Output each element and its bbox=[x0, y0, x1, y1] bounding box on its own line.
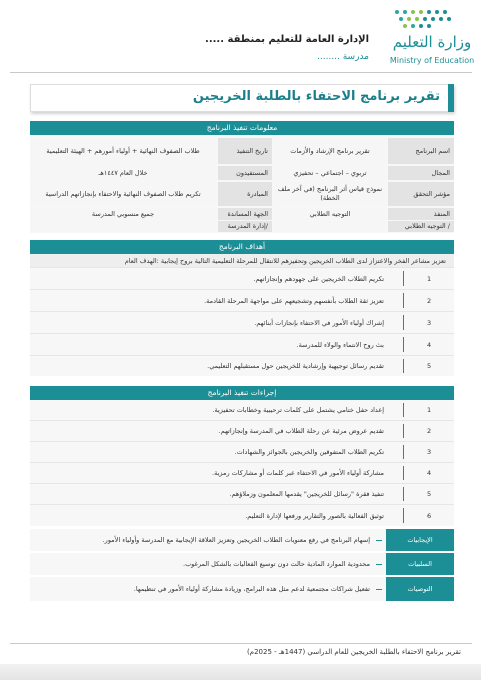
info-label-beneficiaries: المستفيدون bbox=[218, 166, 272, 180]
procedures-section bbox=[30, 386, 454, 526]
evaluation-row-positives bbox=[30, 529, 454, 551]
procedure-divider bbox=[403, 445, 404, 459]
info-label-field: المجال bbox=[388, 166, 454, 180]
info-value-date: طلاب الصفوف النهائية + أولياء أمورهم + الهيئة التعليمية bbox=[30, 138, 216, 164]
recommendations-text: تفعيل شراكات مجتمعية لدعم مثل هذه البرامج، وزيادة مشاركة أولياء الأمور في تنظيمها. bbox=[133, 585, 370, 593]
footer-band bbox=[0, 664, 481, 680]
goal-divider bbox=[403, 359, 404, 373]
header-divider bbox=[10, 72, 472, 73]
goal-number: 5 bbox=[426, 362, 432, 370]
goals-heading: أهداف البرنامج bbox=[30, 240, 454, 254]
title-accent-bar bbox=[448, 84, 454, 112]
general-goal-row bbox=[30, 254, 454, 268]
info-section bbox=[30, 121, 454, 233]
goals-section bbox=[30, 240, 454, 376]
logo-english-text: Ministry of Education bbox=[389, 56, 475, 65]
goal-divider bbox=[403, 271, 404, 286]
procedure-divider bbox=[403, 466, 404, 480]
goal-number: 2 bbox=[426, 296, 432, 305]
info-value-field: تربوي – اجتماعي – تحفيزي bbox=[274, 166, 386, 180]
goal-row bbox=[30, 356, 454, 376]
logo-arabic-text: وزارة التعليم bbox=[392, 33, 472, 51]
procedure-text: إعداد حفل ختامي يشتمل على كلمات ترحيبية وخطابات تحفيزية. bbox=[212, 406, 384, 414]
procedure-row bbox=[30, 505, 454, 526]
info-label-indicator: مؤشر التحقق bbox=[388, 182, 454, 206]
info-signature-counselor: / التوجيه الطلابي bbox=[388, 221, 454, 232]
info-value-beneficiaries: خلال العام ١٤٤٧هـ bbox=[30, 166, 216, 180]
info-signature-admin-value bbox=[30, 221, 216, 232]
info-value-initiative: تكريم طلاب الصفوف النهائية والاحتفاء بإنجازاتهم الدراسية bbox=[30, 182, 216, 206]
procedure-text: تنفيذ فقرة "رسائل للخريجين" يقدمها المعلمون وزملاؤهم. bbox=[229, 490, 384, 498]
procedure-text: مشاركة أولياء الأمور في الاحتفاء عبر كلمات أو مشاركات رمزية. bbox=[212, 469, 384, 477]
evaluation-row-negatives bbox=[30, 553, 454, 575]
negatives-dash bbox=[376, 564, 382, 565]
procedure-number: 5 bbox=[426, 490, 432, 498]
goal-number: 1 bbox=[426, 274, 432, 283]
procedure-divider bbox=[403, 424, 404, 438]
general-goal-text: تعزيز مشاعر الفخر والاعتزاز لدى الطلاب الخريجين وتحفيزهم للانتقال للمرحلة التعليمية التالية بروح إيجابية :الهدف العام bbox=[124, 256, 446, 265]
procedure-number: 2 bbox=[426, 427, 432, 435]
negatives-text: محدودية الموارد المادية حالت دون توسيع الفعاليات بالشكل المرغوب. bbox=[183, 560, 370, 568]
goal-divider bbox=[403, 337, 404, 352]
evaluation-row-recommendations bbox=[30, 577, 454, 601]
goal-divider bbox=[403, 293, 404, 308]
procedure-row bbox=[30, 463, 454, 484]
report-title: تقرير برنامج الاحتفاء بالطلبة الخريجين bbox=[192, 89, 440, 104]
footer-divider bbox=[10, 643, 472, 644]
procedure-divider bbox=[403, 508, 404, 523]
info-label-date: تاريخ التنفيذ bbox=[218, 138, 272, 164]
negatives-label: السلبيات bbox=[386, 553, 454, 575]
info-value-program: تقرير برنامج الإرشاد والأزمات bbox=[274, 138, 386, 164]
procedure-number: 6 bbox=[426, 511, 432, 520]
info-label-support: الجهة المساندة bbox=[218, 208, 272, 220]
info-signature-counselor-value bbox=[274, 221, 386, 232]
procedure-number: 3 bbox=[426, 448, 432, 456]
goal-row bbox=[30, 290, 454, 312]
procedure-text: تقديم عروض مرئية عن رحلة الطلاب في المدرسة وإنجازاتهم. bbox=[218, 427, 384, 435]
school-line: مدرسة ........ bbox=[316, 52, 369, 62]
procedure-row bbox=[30, 421, 454, 442]
admin-line: الإدارة العامة للتعليم بمنطقة ..... bbox=[205, 34, 369, 45]
goal-row bbox=[30, 334, 454, 356]
goal-row bbox=[30, 268, 454, 290]
info-heading: معلومات تنفيذ البرنامج bbox=[30, 121, 454, 135]
procedure-text: توثيق الفعالية بالصور والتقارير ورفعها لإدارة التعليم. bbox=[245, 511, 384, 520]
procedure-row bbox=[30, 484, 454, 505]
evaluation-section bbox=[30, 529, 454, 601]
positives-dash bbox=[376, 540, 382, 541]
procedure-divider bbox=[403, 487, 404, 501]
footer-text: تقرير برنامج الاحتفاء بالطلبة الخريجين للعام الدراسي (1447هـ - 2025م) bbox=[247, 648, 461, 656]
goal-text: تكريم الطلاب الخريجين على جهودهم وإنجازاتهم. bbox=[253, 274, 384, 283]
report-title-box bbox=[30, 84, 454, 112]
procedure-number: 1 bbox=[426, 406, 432, 414]
procedure-row bbox=[30, 400, 454, 421]
info-label-initiative: المبادرة bbox=[218, 182, 272, 206]
recommendations-dash bbox=[376, 589, 382, 590]
info-signature-admin: /إدارة المدرسة bbox=[218, 221, 272, 232]
goal-row bbox=[30, 312, 454, 334]
info-value-indicator: نموذج قياس أثر البرنامج (في آخر ملف الخطة) bbox=[274, 182, 386, 206]
info-label-executor: المنفذ bbox=[388, 208, 454, 220]
goal-text: تقديم رسائل توجيهية وإرشادية للخريجين حول مستقبلهم التعليمي. bbox=[207, 362, 384, 370]
procedure-row bbox=[30, 442, 454, 463]
info-value-executor: التوجيه الطلابي bbox=[274, 208, 386, 220]
info-value-support: جميع منسوبي المدرسة bbox=[30, 208, 216, 220]
ministry-logo bbox=[385, 8, 475, 68]
positives-text: إسهام البرنامج في رفع معنويات الطلاب الخريجين وتعزيز العلاقة الإيجابية مع المدرسة وأولياء الأمور. bbox=[102, 536, 370, 544]
goal-divider bbox=[403, 315, 404, 330]
goal-text: إشراك أولياء الأمور في الاحتفاء بإنجازات أبنائهم. bbox=[254, 318, 384, 327]
goal-number: 4 bbox=[426, 340, 432, 349]
info-label-program: اسم البرنامج bbox=[388, 138, 454, 164]
procedure-divider bbox=[403, 403, 404, 417]
goal-text: تعزيز ثقة الطلاب بأنفسهم وتشجيعهم على مواجهة المرحلة القادمة. bbox=[204, 296, 384, 305]
recommendations-label: التوصيات bbox=[386, 577, 454, 601]
positives-label: الإيجابيات bbox=[386, 529, 454, 551]
goal-text: بث روح الانتماء والولاء للمدرسة. bbox=[296, 340, 384, 349]
procedures-heading: إجراءات تنفيذ البرنامج bbox=[30, 386, 454, 400]
goal-number: 3 bbox=[426, 318, 432, 327]
procedure-number: 4 bbox=[426, 469, 432, 477]
procedure-text: تكريم الطلاب المتفوقين والخريجين بالجوائز والشهادات. bbox=[234, 448, 384, 456]
logo-dots-icon bbox=[385, 8, 475, 36]
